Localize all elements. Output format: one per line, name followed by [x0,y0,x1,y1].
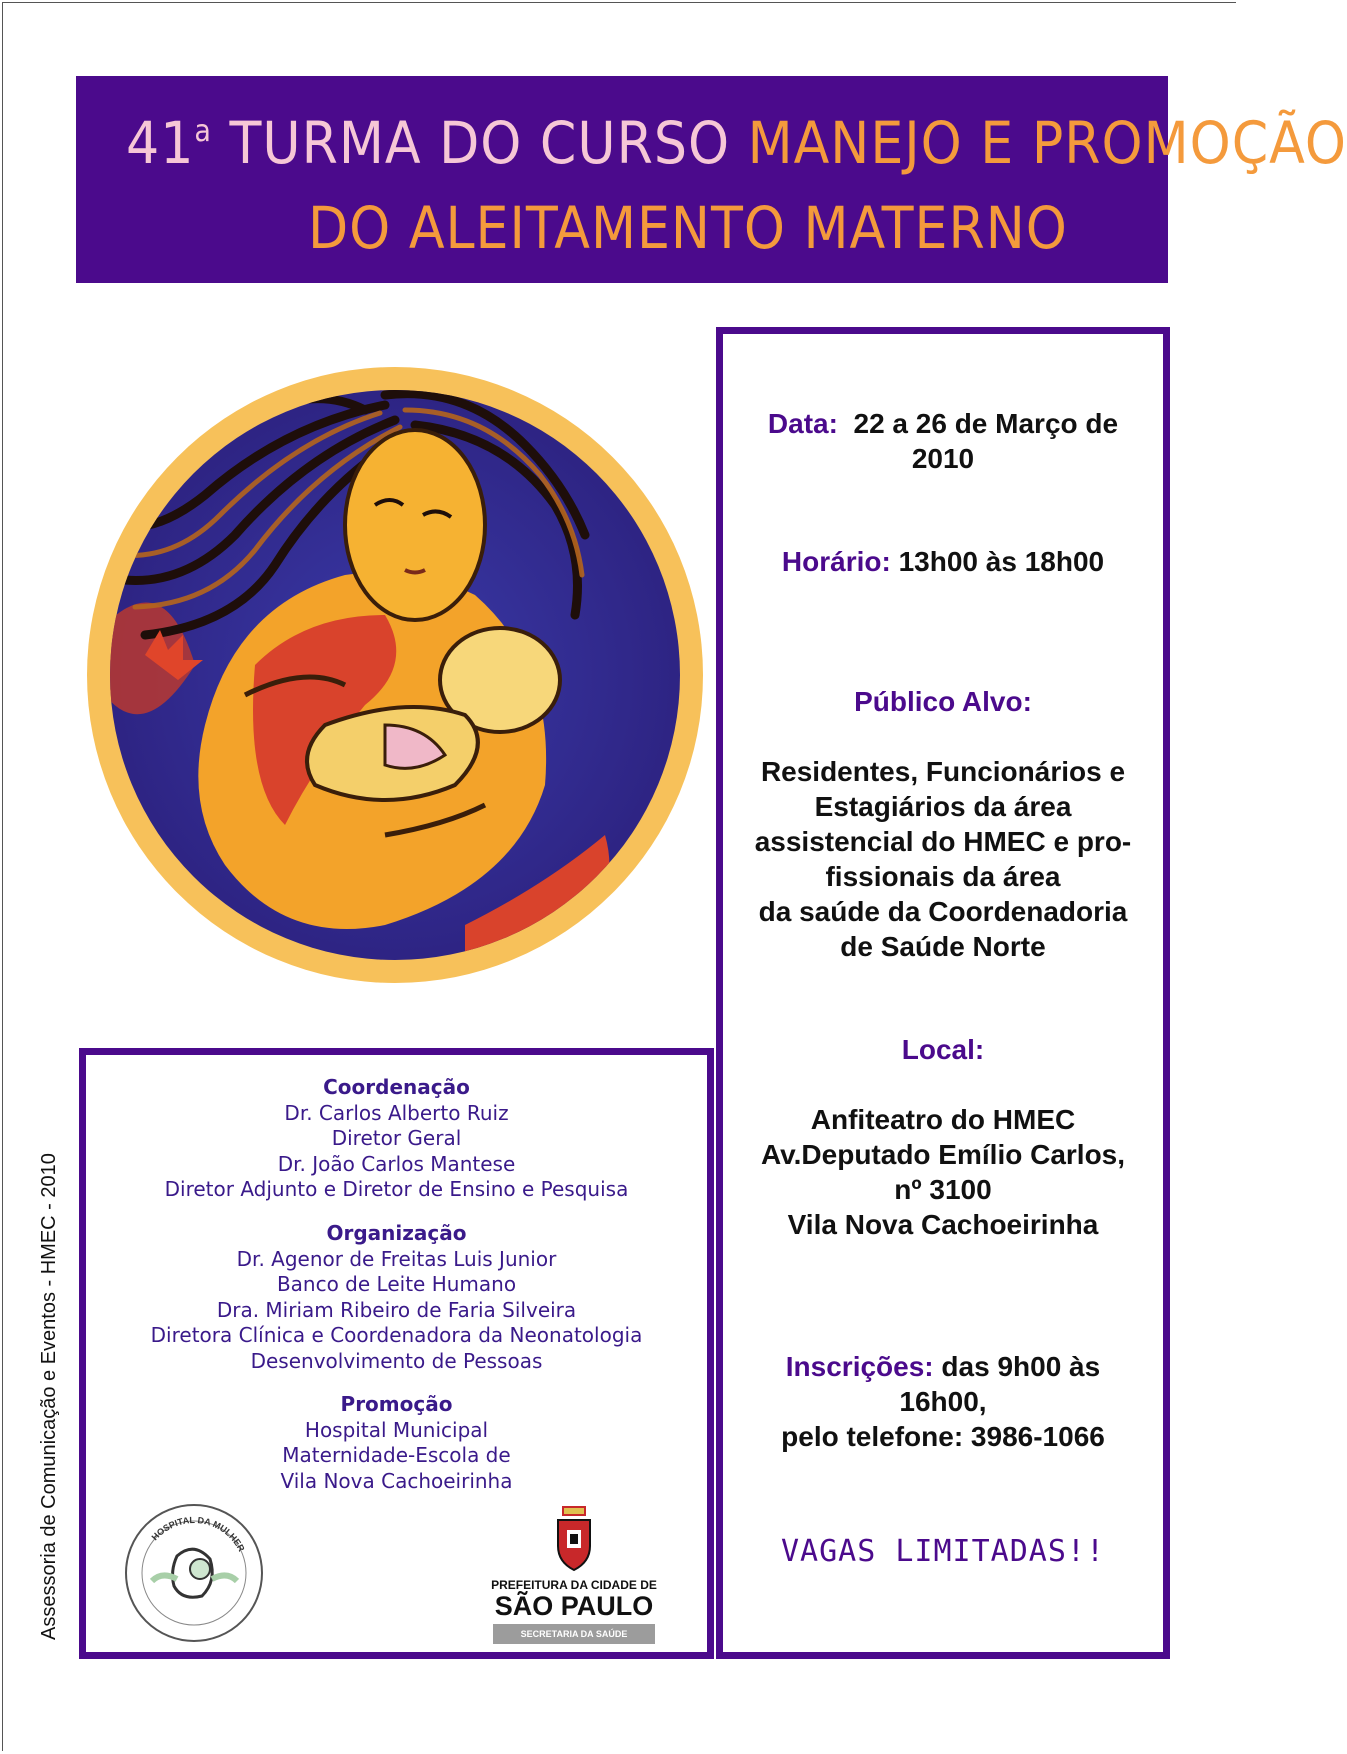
credits-line: Dr. João Carlos Mantese [277,1151,516,1176]
registration-hours-end: 16h00, [899,1386,987,1417]
registration-label: Inscrições: [785,1351,934,1382]
coordination-heading: Coordenação [323,1075,470,1099]
credits-line: Vila Nova Cachoeirinha [280,1468,513,1493]
date-value-2: 2010 [911,443,975,474]
title-number: 41 [126,109,195,177]
location-line: nº 3100 [894,1174,992,1205]
audience-line: fissionais da área [825,861,1061,892]
title-course-name-1: MANEJO E PROMOÇÃO [747,109,1347,177]
registration-hours: das 9h00 às [941,1351,1101,1382]
credits-line: Banco de Leite Humano [276,1272,517,1296]
sp-logo-line-1: PREFEITURA DA CIDADE DE [491,1578,657,1592]
title-course-prefix: TURMA DO CURSO [211,109,748,177]
limited-seats-notice: VAGAS LIMITADAS!! [780,1534,1106,1569]
registration-block [723,1349,1163,1454]
hospital-da-mulher-logo [122,1501,267,1646]
location-line: Vila Nova Cachoeirinha [787,1209,1099,1240]
location-label: Local: [901,1034,985,1065]
credits-box [79,1048,714,1659]
time-label: Horário: [781,546,891,577]
credits-line: Diretora Clínica e Coordenadora da Neonatologia [150,1323,643,1347]
title-course-name-2: DO ALEITAMENTO MATERNO [308,194,1068,262]
location-line: Av.Deputado Emílio Carlos, [760,1139,1126,1170]
location-line: Anfiteatro do HMEC [810,1104,1076,1135]
audience-lines [723,754,1163,964]
audience-line: assistencial do HMEC e pro- [754,826,1132,857]
organization-section [86,1221,707,1374]
title-ordinal: a [194,114,212,149]
credits-line: Hospital Municipal [304,1417,489,1442]
audience-label: Público Alvo: [854,686,1032,717]
promotion-section [86,1392,707,1494]
breastfeeding-illustration [85,365,705,985]
organization-heading: Organização [326,1221,467,1245]
time-value: 13h00 às 18h00 [898,546,1105,577]
event-info-box [716,327,1170,1659]
location-lines [723,1102,1163,1242]
city-coat-of-arms-icon [554,1506,594,1574]
date-label: Data: [767,408,838,439]
registration-phone: pelo telefone: 3986-1066 [781,1421,1105,1452]
credits-line: Desenvolvimento de Pessoas [250,1348,543,1373]
credits-line: Maternidade-Escola de [282,1443,511,1467]
side-caption: Assessoria de Comunicação e Eventos - HMEC - 2010 [38,1153,60,1640]
credits-line: Diretor Adjunto e Diretor de Ensino e Pesquisa [164,1177,629,1201]
promotion-heading: Promoção [340,1392,453,1416]
audience-line: Residentes, Funcionários e [760,756,1126,787]
time-block [723,544,1163,579]
title-line-1 [126,109,1347,177]
sp-logo-line-3: SECRETARIA DA SAÚDE [493,1624,655,1644]
hospital-logo-text: HOSPITAL DA MULHER [149,1514,247,1554]
sao-paulo-city-logo [488,1506,660,1646]
coordination-section [86,1075,707,1203]
audience-line: da saúde da Coordenadoria [758,896,1128,927]
audience-line: Estagiários da área [814,791,1072,822]
credits-line: Diretor Geral [331,1126,462,1150]
credits-line: Dra. Miriam Ribeiro de Faria Silveira [216,1297,577,1322]
credits-line: Dr. Carlos Alberto Ruiz [284,1100,509,1125]
date-value-1: 22 a 26 de Março de [853,408,1119,439]
audience-line: de Saúde Norte [840,931,1046,962]
date-block [723,406,1163,476]
title-banner [76,76,1347,283]
sp-logo-line-2: SÃO PAULO [494,1591,654,1621]
credits-line: Dr. Agenor de Freitas Luis Junior [236,1246,557,1271]
